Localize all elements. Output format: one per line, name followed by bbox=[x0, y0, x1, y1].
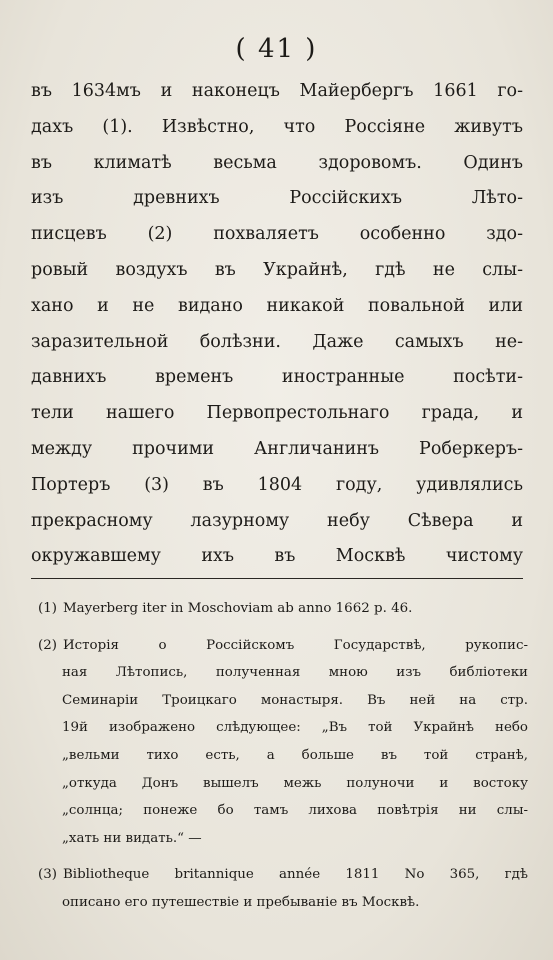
footnote-text: Bibliotheque britannique année 1811 No 365, гдѣ bbox=[62, 867, 528, 883]
footnote-1 bbox=[38, 595, 528, 623]
text-line: давнихъ временъ иностранные посѣти- bbox=[31, 367, 523, 388]
text-line: Портеръ (3) въ 1804 году, удивлялись bbox=[31, 474, 523, 495]
main-text bbox=[31, 74, 523, 575]
text-line: въ климатѣ весьма здоровомъ. Одинъ bbox=[31, 152, 523, 173]
footnote-label: (1) bbox=[38, 601, 57, 616]
footnote-line: 19й изображено слѣдующее: „Въ той Украйнѣ небо bbox=[62, 720, 528, 736]
text-line: прекрасному лазурному небу Сѣвера и bbox=[31, 510, 523, 531]
footnote-line: Семинаріи Троицкаго монастыря. Въ ней на стр. bbox=[62, 692, 528, 708]
footnote-2 bbox=[38, 632, 528, 660]
footnote-divider bbox=[31, 578, 523, 579]
footnote-line: „солнца; понеже бо тамъ лихова повѣтрія ни слы- bbox=[62, 803, 528, 819]
footnote-3 bbox=[38, 861, 528, 889]
footnote-label: (2) bbox=[38, 637, 57, 653]
footnote-line: ная Лѣтопись, полученная мною изъ библіотеки bbox=[62, 665, 528, 681]
footnote-line: описано его путешествіе и пребываніе въ Москвѣ. bbox=[62, 894, 420, 910]
text-line: писцевъ (2) похваляетъ особенно здо- bbox=[31, 224, 523, 245]
footnote-line: „хать ни видать.“ — bbox=[62, 830, 202, 846]
text-line: дахъ (1). Извѣстно, что Россіяне живутъ bbox=[31, 116, 523, 137]
text-line: хано и не видано никакой повальной или bbox=[31, 295, 523, 316]
footnote-text: Исторія о Россійскомъ Государствѣ, рукопис- bbox=[62, 637, 528, 653]
footnotes bbox=[38, 595, 528, 917]
text-line: заразительной болѣзни. Даже самыхъ не- bbox=[31, 331, 523, 352]
footnote-text: Mayerberg iter in Moschoviam ab anno 1662 p. 46. bbox=[62, 601, 413, 616]
page-number: ( 41 ) bbox=[235, 34, 318, 64]
footnote-label: (3) bbox=[38, 867, 57, 883]
footnote-line: „откуда Донъ вышелъ межь полуночи и востоку bbox=[62, 775, 528, 791]
text-line: тели нашего Первопрестольнаго града, и bbox=[31, 403, 523, 424]
text-line: изъ древнихъ Россійскихъ Лѣто- bbox=[31, 188, 523, 209]
text-line: ровый воздухъ въ Украйнѣ, гдѣ не слы- bbox=[31, 259, 523, 280]
text-line: окружавшему ихъ въ Москвѣ чистому bbox=[31, 546, 523, 567]
text-line: въ 1634мъ и наконецъ Майербергъ 1661 го- bbox=[31, 81, 523, 101]
text-line: между прочими Англичанинъ Роберкеръ- bbox=[31, 438, 523, 459]
footnote-line: „вельми тихо есть, а больше въ той странѣ, bbox=[62, 747, 528, 763]
